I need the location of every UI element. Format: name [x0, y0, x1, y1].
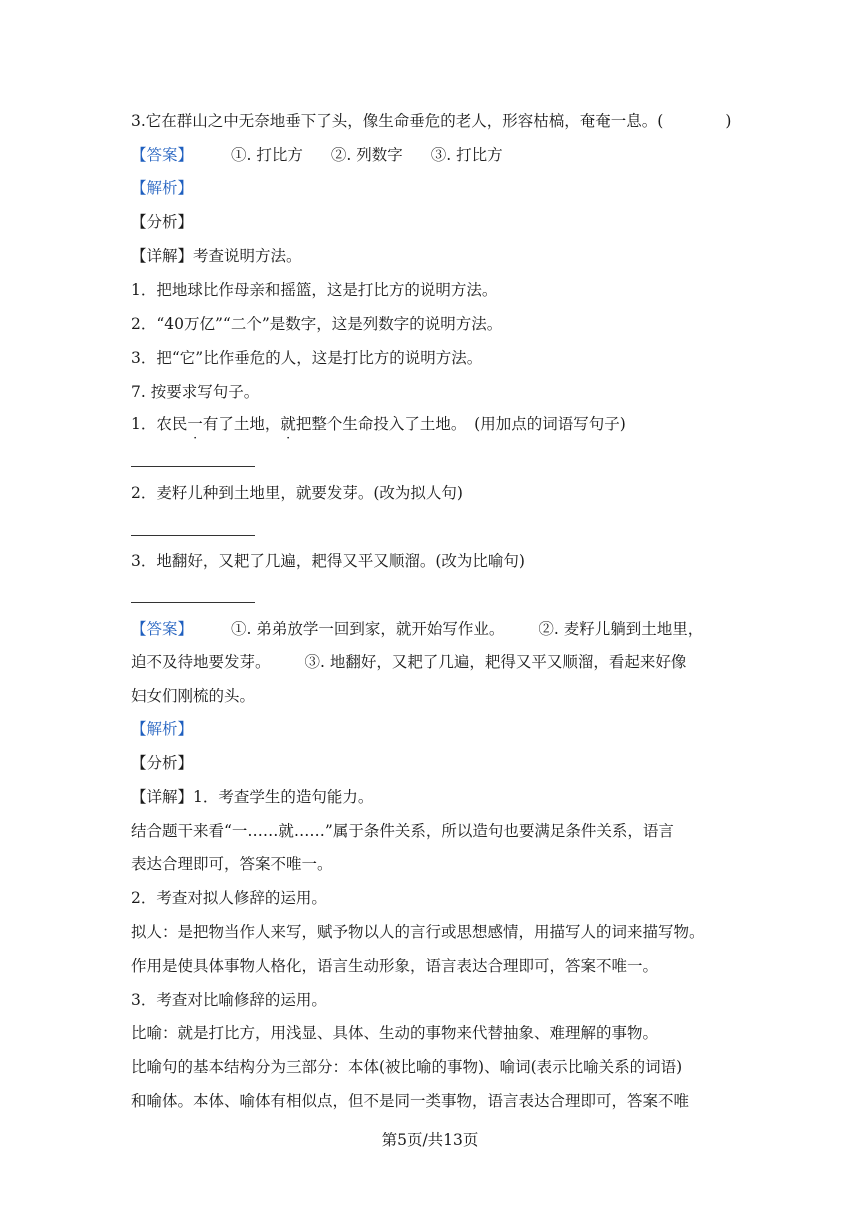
- detail-line: 2．考查对拟人修辞的运用。: [131, 889, 327, 907]
- detail-line: 比喻：就是打比方，用浅显、具体、生动的事物来代替抽象、难理解的事物。: [131, 1024, 659, 1042]
- detail-line: 拟人：是把物当作人来写，赋予物以人的言行或思想感情，用描写人的词来描写物。: [131, 923, 705, 941]
- question-7-2: 2．麦籽儿种到土地里，就要发芽。(改为拟人句): [131, 484, 463, 502]
- question-7-3: 3．地翻好，又耙了几遍，耙得又平又顺溜。(改为比喻句): [131, 552, 525, 570]
- detail-line: 表达合理即可，答案不唯一。: [131, 855, 333, 873]
- answer-tag: 【答案】: [131, 146, 194, 164]
- fenxi-tag: 【分析】: [131, 754, 194, 772]
- detail-line: 比喻句的基本结构分为三部分：本体(被比喻的事物)、喻词(表示比喻关系的词语): [131, 1058, 683, 1076]
- detail-line: 作用是使具体事物人格化，语言生动形象，语言表达合理即可，答案不唯一。: [131, 957, 659, 975]
- answer-line-2: [131, 618, 703, 640]
- detail-heading: 【详解】1．考查学生的造句能力。: [131, 788, 374, 806]
- dotted-word: 一: [187, 415, 203, 433]
- question-3-line: 3.它在群山之中无奈地垂下了头，像生命垂危的老人，形容枯槁，奄奄一息。( ): [131, 112, 732, 130]
- answer-line-1: [131, 144, 503, 166]
- analysis-tag: 【解析】: [131, 720, 194, 738]
- answer-item: ②. 麦籽儿躺到土地里，: [538, 620, 704, 638]
- page-footer: 第5页/共13页: [381, 1131, 479, 1149]
- fenxi-tag: 【分析】: [131, 213, 194, 231]
- answer-item: ①. 打比方: [231, 146, 303, 164]
- answer-item: ②. 列数字: [330, 146, 403, 164]
- answer-item: ①. 弟弟放学一回到家，就开始写作业。: [231, 620, 505, 638]
- answer-item: ③. 地翻好，又耙了几遍，耙得又平又顺溜，看起来好像: [304, 653, 687, 671]
- answer-tag: 【答案】: [131, 620, 194, 638]
- answer-blank-line: [131, 535, 255, 536]
- detail-line: 结合题干来看“一……就……”属于条件关系，所以造句也要满足条件关系，语言: [131, 822, 674, 840]
- detail-line: 1．把地球比作母亲和摇篮，这是打比方的说明方法。: [131, 281, 498, 299]
- detail-heading: 【详解】考查说明方法。: [131, 247, 302, 265]
- question-7-1: 1．农民一有了土地，就把整个生命投入了土地。 (用加点的词语写句子): [131, 415, 626, 433]
- detail-line: 3．把“它”比作垂危的人，这是打比方的说明方法。: [131, 349, 483, 367]
- answer-line-2c: 妇女们刚梳的头。: [131, 687, 256, 705]
- answer-blank-line: [131, 602, 255, 603]
- answer-blank-line: [131, 466, 255, 467]
- answer-item: ③. 打比方: [430, 146, 503, 164]
- answer-line-2b: 迫不及待地要发芽。 ③. 地翻好，又耙了几遍，耙得又平又顺溜，看起来好像: [131, 653, 687, 671]
- detail-line: 3．考查对比喻修辞的运用。: [131, 991, 327, 1009]
- detail-line: 和喻体。本体、喻体有相似点，但不是同一类事物，语言表达合理即可，答案不唯: [131, 1092, 690, 1110]
- question-7-title: 7. 按要求写句子。: [131, 383, 260, 401]
- dotted-word: 就: [280, 415, 296, 433]
- analysis-tag: 【解析】: [131, 179, 194, 197]
- detail-line: 2．“40万亿”“二个”是数字，这是列数字的说明方法。: [131, 315, 503, 333]
